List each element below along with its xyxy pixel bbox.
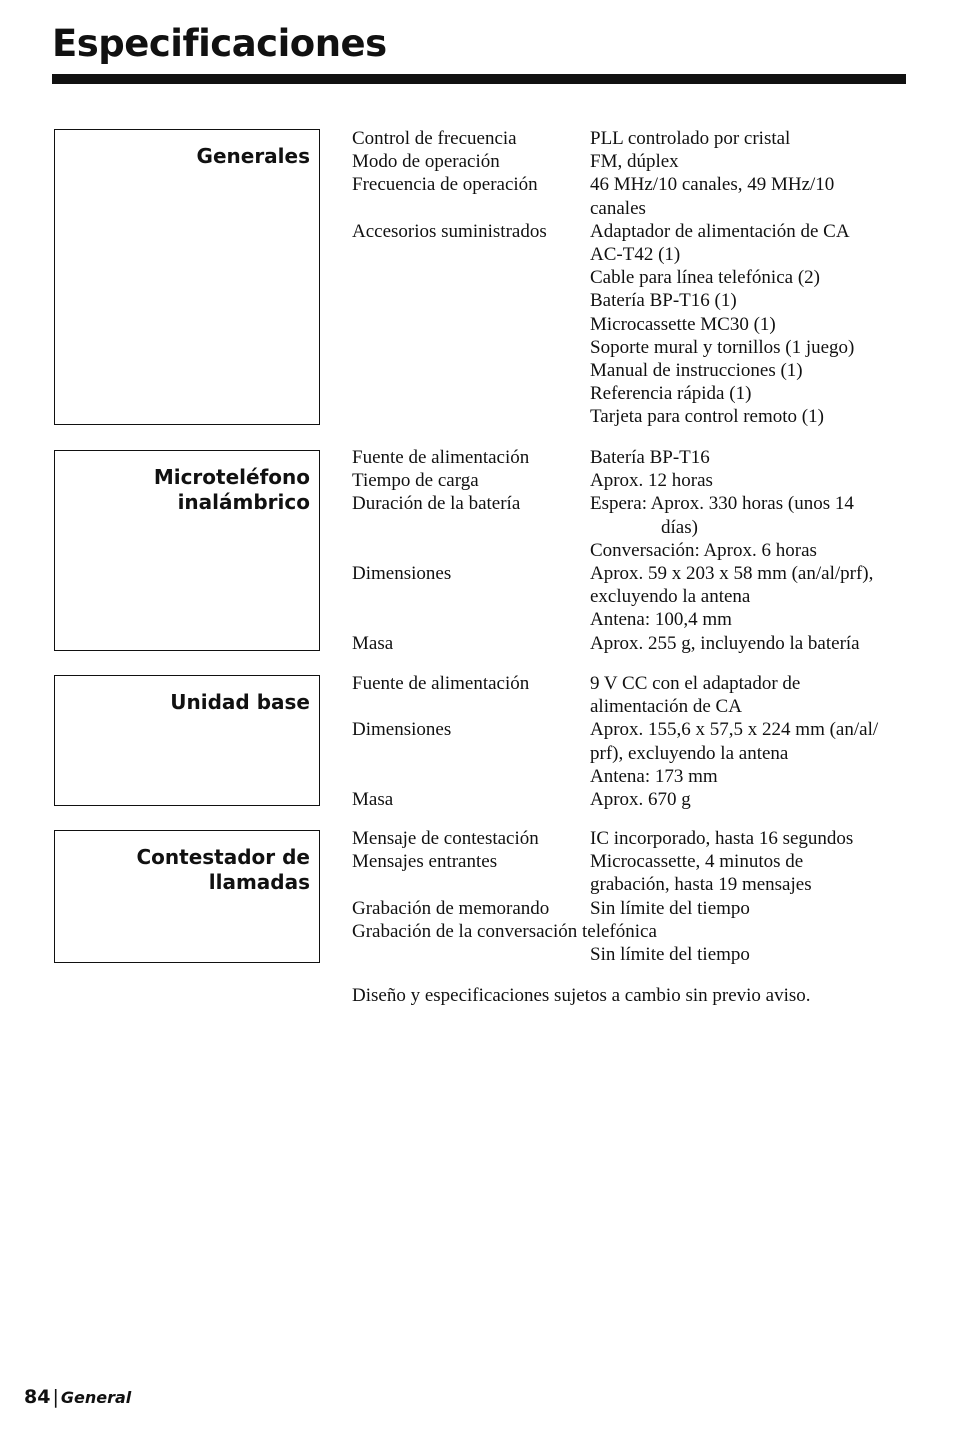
footer-section: General — [60, 1388, 132, 1407]
spec-value-line: canales — [590, 197, 646, 219]
page-footer — [24, 1386, 131, 1408]
spec-value-line: Tarjeta para control remoto (1) — [590, 406, 824, 428]
spec-row — [352, 718, 912, 788]
section-microtelefono — [352, 446, 912, 655]
page-title: Especificaciones — [52, 22, 387, 65]
section-box-microtelefono — [54, 450, 320, 651]
spec-value-line: Microcassette, 4 minutos de — [590, 851, 804, 873]
section-generales — [352, 127, 912, 429]
spec-row — [352, 632, 912, 655]
spec-value — [590, 469, 912, 492]
spec-value-line: Manual de instrucciones (1) — [590, 360, 803, 382]
spec-value-line: Batería BP-T16 — [590, 447, 710, 468]
section-label-microtelefono: Microteléfono inalámbrico — [153, 465, 310, 514]
spec-value — [590, 562, 912, 632]
spec-key: Frecuencia de operación — [352, 174, 538, 196]
page-number: 84 — [24, 1386, 51, 1408]
spec-value-line: PLL controlado por cristal — [590, 128, 791, 149]
spec-key: Accesorios suministrados — [352, 220, 547, 242]
spec-key: Fuente de alimentación — [352, 673, 530, 694]
spec-key: Masa — [352, 632, 394, 654]
spec-value-line: Antena: 173 mm — [590, 765, 718, 787]
spec-value-line: Microcassette MC30 (1) — [590, 313, 776, 335]
spec-value — [590, 788, 912, 811]
spec-row — [352, 173, 912, 219]
spec-row — [352, 127, 912, 150]
spec-value-line: IC incorporado, hasta 16 segundos — [590, 828, 854, 849]
section-box-contestador — [54, 830, 320, 963]
spec-row — [352, 850, 912, 896]
spec-row — [352, 446, 912, 469]
spec-value-line: Aprox. 155,6 x 57,5 x 224 mm (an/al/ — [590, 719, 879, 741]
spec-key: Modo de operación — [352, 151, 500, 173]
spec-value — [590, 718, 912, 788]
spec-key: Duración de la batería — [352, 493, 521, 515]
spec-row — [352, 672, 912, 718]
spec-row — [352, 943, 912, 966]
spec-value-line: grabación, hasta 19 mensajes — [590, 874, 812, 896]
spec-value — [590, 827, 912, 850]
spec-key-empty — [352, 943, 590, 966]
spec-key: Grabación de memorando — [352, 897, 550, 919]
spec-key: Fuente de alimentación — [352, 447, 530, 468]
spec-value-line: Referencia rápida (1) — [590, 383, 752, 405]
section-contestador — [352, 827, 912, 966]
spec-value-line: Sin límite del tiempo — [590, 897, 750, 919]
spec-row — [352, 562, 912, 632]
spec-value-line: Espera: Aprox. 330 horas (unos 14 — [590, 493, 854, 515]
spec-value — [590, 150, 912, 173]
spec-key: Mensaje de contestación — [352, 828, 539, 849]
spec-value-line: Aprox. 255 g, incluyendo la batería — [590, 632, 860, 654]
spec-value — [590, 897, 912, 920]
spec-value — [590, 943, 912, 966]
spec-row — [352, 220, 912, 429]
spec-value-line: alimentación de CA — [590, 696, 742, 718]
spec-key: Tiempo de carga — [352, 470, 479, 492]
spec-key: Dimensiones — [352, 719, 452, 741]
spec-value-line: prf), excluyendo la antena — [590, 742, 789, 764]
spec-value-line: Batería BP-T16 (1) — [590, 290, 737, 312]
spec-value-line: Aprox. 670 g — [590, 789, 691, 811]
spec-value-line: Antena: 100,4 mm — [590, 609, 732, 631]
spec-value-line: FM, dúplex — [590, 151, 679, 173]
spec-value-line: Aprox. 59 x 203 x 58 mm (an/al/prf), — [590, 563, 874, 585]
title-rule — [52, 74, 906, 84]
spec-value — [590, 850, 912, 896]
disclaimer-note: Diseño y especificaciones sujetos a cambio sin previo aviso. — [352, 985, 811, 1006]
spec-row — [352, 827, 912, 850]
spec-value — [590, 446, 912, 469]
spec-value — [590, 173, 912, 219]
spec-row — [352, 492, 912, 562]
spec-key: Control de frecuencia — [352, 128, 517, 149]
section-unidad-base — [352, 672, 912, 811]
spec-value — [590, 220, 912, 429]
spec-value-line: AC-T42 (1) — [590, 244, 681, 266]
spec-key: Mensajes entrantes — [352, 851, 498, 873]
spec-value-line: Sin límite del tiempo — [590, 944, 750, 966]
spec-value — [590, 127, 912, 150]
spec-row — [352, 788, 912, 811]
spec-value-line: Conversación: Aprox. 6 horas — [590, 539, 817, 561]
spec-value-line: 46 MHz/10 canales, 49 MHz/10 — [590, 174, 835, 196]
section-label-unidad-base: Unidad base — [170, 690, 310, 714]
spec-value-line: 9 V CC con el adaptador de — [590, 673, 801, 694]
spec-value — [590, 632, 912, 655]
spec-row — [352, 150, 912, 173]
spec-full-line: Grabación de la conversación telefónica — [352, 920, 657, 942]
spec-value-line: excluyendo la antena — [590, 586, 751, 608]
spec-row — [352, 897, 912, 920]
spec-value — [590, 492, 912, 562]
spec-value-line: Adaptador de alimentación de CA — [590, 220, 850, 242]
section-box-generales — [54, 129, 320, 425]
section-label-contestador: Contestador de llamadas — [136, 845, 310, 894]
spec-value-line: Soporte mural y tornillos (1 juego) — [590, 336, 855, 358]
spec-value-line: días) — [661, 516, 698, 538]
footer-separator: | — [52, 1386, 59, 1408]
spec-key: Dimensiones — [352, 563, 452, 585]
spec-value — [590, 672, 912, 718]
spec-value-line: Cable para línea telefónica (2) — [590, 267, 820, 289]
spec-row — [352, 469, 912, 492]
section-label-generales: Generales — [196, 144, 310, 168]
spec-value-line: Aprox. 12 horas — [590, 470, 713, 492]
section-box-unidad-base — [54, 675, 320, 806]
spec-key: Masa — [352, 789, 394, 811]
